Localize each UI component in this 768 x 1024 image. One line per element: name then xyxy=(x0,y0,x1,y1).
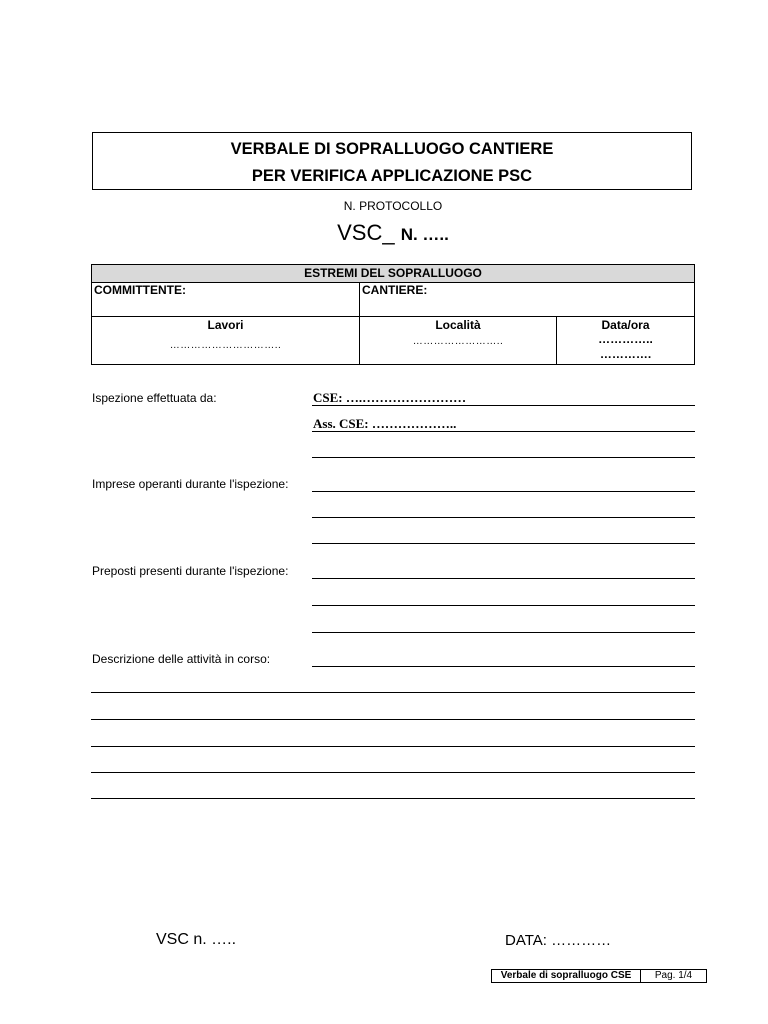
imprese-line-3[interactable] xyxy=(312,543,695,544)
footer-page-number: Pag. 1/4 xyxy=(654,970,693,981)
lavori-cell xyxy=(92,317,360,365)
descrizione-line-5[interactable] xyxy=(91,772,695,773)
committente-cell: COMMITTENTE: xyxy=(92,283,360,317)
ora-value: …………. xyxy=(599,347,652,361)
localita-value: …………………….. xyxy=(412,336,504,347)
vsc-number: N. ….. xyxy=(400,225,449,244)
localita-label: Località xyxy=(435,318,481,332)
ass-cse-line[interactable] xyxy=(312,431,695,432)
descrizione-line-1[interactable] xyxy=(312,666,695,667)
ispezione-label: Ispezione effettuata da: xyxy=(92,391,217,405)
preposti-line-3[interactable] xyxy=(312,632,695,633)
page-footer-tag xyxy=(491,969,707,983)
ass-cse-value: Ass. CSE: ……………….. xyxy=(313,416,457,431)
footer-data-label: DATA: ………… xyxy=(505,932,612,949)
estremi-table xyxy=(91,264,695,365)
imprese-line-1[interactable] xyxy=(312,491,695,492)
preposti-line-1[interactable] xyxy=(312,578,695,579)
cse-line[interactable] xyxy=(312,405,695,406)
cse-value: CSE: ….…………………… xyxy=(313,390,467,405)
preposti-line-2[interactable] xyxy=(312,605,695,606)
lavori-label: Lavori xyxy=(207,318,244,332)
estremi-heading: ESTREMI DEL SOPRALLUOGO xyxy=(92,265,695,283)
vsc-prefix: VSC_ xyxy=(337,220,401,245)
cantiere-cell: CANTIERE: xyxy=(360,283,695,317)
title-line-2: PER VERIFICA APPLICAZIONE PSC xyxy=(251,167,533,185)
dataora-cell xyxy=(557,317,695,365)
descrizione-line-2[interactable] xyxy=(91,692,695,693)
vsc-number-heading xyxy=(0,220,768,246)
document-title-box xyxy=(92,132,692,190)
footer-vsc-label: VSC n. ….. xyxy=(156,931,237,948)
imprese-line-2[interactable] xyxy=(312,517,695,518)
localita-cell xyxy=(360,317,557,365)
descrizione-line-6[interactable] xyxy=(91,798,695,799)
preposti-label: Preposti presenti durante l'ispezione: xyxy=(92,564,289,578)
dataora-label: Data/ora xyxy=(601,318,650,332)
descrizione-line-4[interactable] xyxy=(91,746,695,747)
descrizione-line-3[interactable] xyxy=(91,719,695,720)
ispezione-extra-line[interactable] xyxy=(312,457,695,458)
footer-doc-name: Verbale di sopralluogo CSE xyxy=(492,970,641,982)
lavori-value: ………………………….. xyxy=(169,340,282,351)
imprese-label: Imprese operanti durante l'ispezione: xyxy=(92,477,289,491)
descrizione-label: Descrizione delle attività in corso: xyxy=(92,652,271,666)
data-value: ………….. xyxy=(598,332,653,346)
protocol-label: N. PROTOCOLLO xyxy=(343,199,443,213)
title-line-1: VERBALE DI SOPRALLUOGO CANTIERE xyxy=(230,140,554,158)
